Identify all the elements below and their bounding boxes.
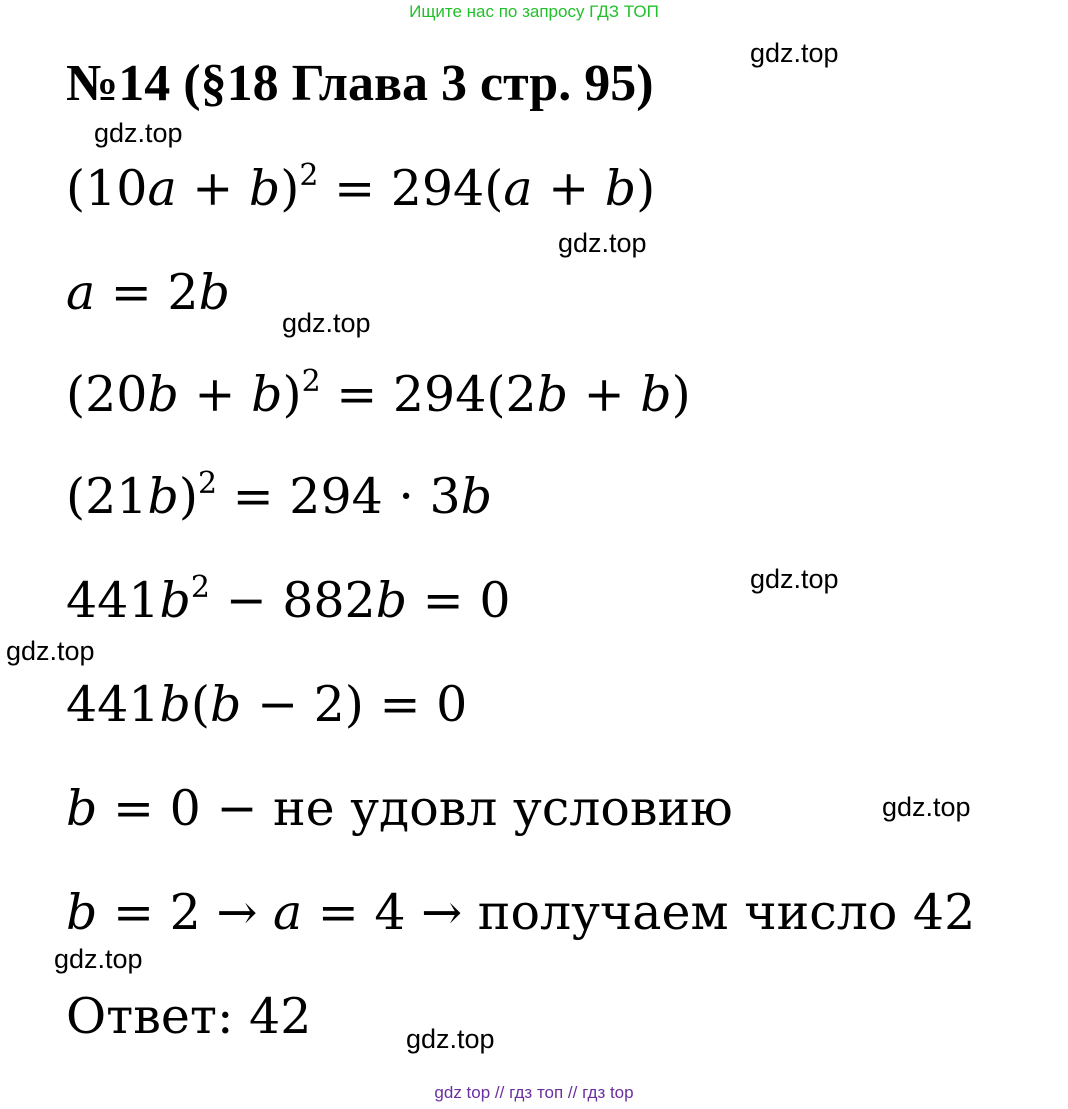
solution-line-7: b = 0 − не удовл условию [66, 780, 733, 837]
problem-title: №14 (§18 Глава 3 стр. 95) [66, 55, 654, 112]
solution-line-4: $(21b)^2 = 294 \cdot 3b$ [66, 466, 493, 525]
watermark: gdz.top [282, 308, 371, 338]
watermark: gdz.top [406, 1024, 495, 1054]
solution-line-6: 441b(b − 2) = 0 [66, 676, 468, 733]
solution-line-3: $(20b + b)^2 = 294(2b + b)$ [66, 364, 691, 423]
watermark: gdz.top [750, 38, 839, 68]
watermark: gdz.top [882, 792, 971, 822]
footer-links[interactable]: gdz top // гдз топ // гдз top [434, 1083, 634, 1102]
watermark: gdz.top [94, 118, 183, 148]
solution-line-1: $(10a + b)^2 = 294(a + b)$ [66, 158, 656, 217]
answer-line: Ответ: 42 [66, 988, 312, 1045]
solution-line-8: b = 2 → a = 4 → получаем число 42 [66, 884, 976, 941]
watermark: gdz.top [6, 636, 95, 666]
solution-line-2: a = 2b [66, 264, 230, 321]
watermark: gdz.top [558, 228, 647, 258]
watermark: gdz.top [750, 564, 839, 594]
top-banner[interactable]: Ищите нас по запросу ГДЗ ТОП [409, 2, 659, 21]
solution-line-5: $441b^2 - 882b = 0$ [66, 570, 511, 629]
watermark: gdz.top [54, 944, 143, 974]
